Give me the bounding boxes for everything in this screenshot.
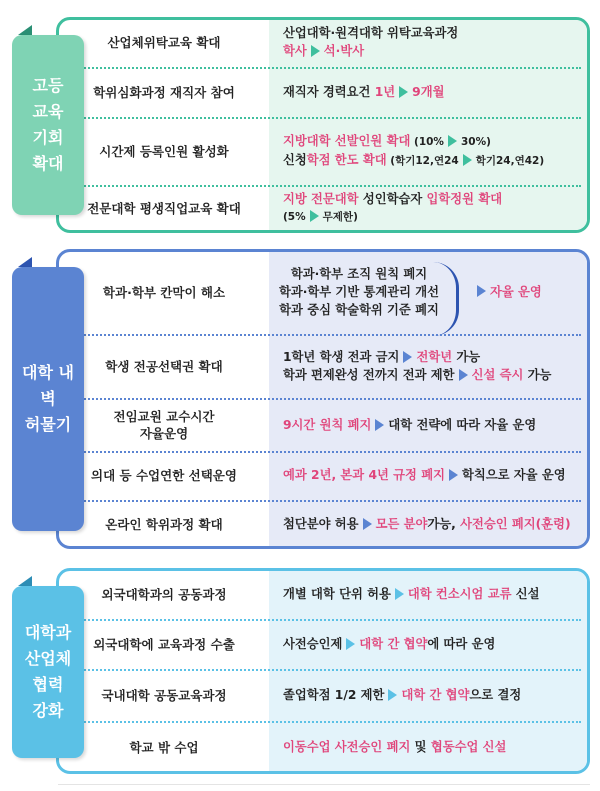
text: 및 — [410, 740, 431, 754]
text: 에 따라 운영 — [427, 637, 496, 651]
table-row — [59, 502, 587, 546]
label-fold — [18, 25, 32, 35]
text: (학기12,연24 — [386, 155, 459, 167]
text: 예과 2년, 본과 4년 규정 폐지 — [283, 468, 445, 482]
arrow-right-icon — [311, 45, 320, 57]
text: 대학 전략에 따라 자율 운영 — [388, 418, 537, 432]
arrow-right-icon — [395, 588, 404, 600]
row-content — [283, 621, 581, 667]
text: 신청 — [283, 153, 307, 167]
row-content — [283, 723, 581, 771]
section-box — [56, 249, 590, 549]
bracket-curve — [433, 262, 459, 336]
text: 지방 전문대학 — [283, 192, 359, 206]
text: 전학년 — [416, 350, 453, 364]
arrow-right-icon — [346, 638, 355, 650]
section-box — [56, 17, 590, 233]
text: 모든 분야 — [375, 517, 428, 531]
text: 자율 운영 — [490, 285, 542, 299]
row-title: 학교 밖 수업 — [129, 739, 199, 755]
text: 개별 대학 단위 허용 — [283, 587, 391, 601]
section-industry-cooperation — [12, 568, 590, 774]
text: 신설 — [511, 587, 540, 601]
text: (5% — [283, 211, 306, 223]
table-row — [59, 20, 587, 64]
text: 30%) — [460, 136, 491, 148]
text: 지방대학 선발인원 확대 — [283, 134, 411, 148]
text: 무제한) — [322, 211, 358, 223]
table-row — [59, 621, 587, 667]
arrow-right-icon — [375, 419, 384, 431]
row-title: 시간제 등록인원 활성화 — [99, 143, 229, 159]
arrow-right-icon — [477, 285, 486, 297]
row-content — [283, 502, 581, 546]
text: 이동수업 사전승인 폐지 — [283, 740, 411, 754]
text: 졸업학점 1/2 제한 — [283, 688, 385, 702]
section-box — [56, 568, 590, 774]
text: 가능 — [523, 368, 552, 382]
text: 산업대학·원격대학 위탁교육과정 — [283, 26, 459, 40]
table-row — [59, 118, 587, 184]
text: 9개월 — [412, 85, 445, 99]
arrow-right-icon — [403, 351, 412, 363]
table-row — [59, 452, 587, 498]
text: 석·박사 — [323, 44, 365, 58]
text: 1년 — [374, 85, 396, 99]
text: 입학정원 확대 — [426, 192, 503, 206]
text: 학기24,연42) — [475, 155, 545, 167]
row-content — [283, 671, 581, 719]
row-title: 학과·학부 칸막이 해소 — [102, 284, 226, 300]
arrow-right-icon — [310, 210, 319, 222]
arrow-right-icon — [363, 518, 372, 530]
row-title: 학생 전공선택권 확대 — [105, 358, 223, 374]
text: 대학 간 협약 — [401, 688, 470, 702]
text: 재직자 경력요건 — [283, 85, 375, 99]
text: 1학년 학생 전과 금지 — [283, 350, 400, 364]
table-row — [59, 68, 587, 116]
table-row — [59, 571, 587, 617]
text: 협동수업 신설 — [430, 740, 507, 754]
text: 학과 편제완성 전까지 전과 제한 — [283, 368, 455, 382]
row-content — [283, 68, 581, 116]
text: 학과·학부 기반 통계관리 개선 — [278, 285, 440, 299]
table-row — [59, 400, 587, 450]
row-content — [283, 336, 581, 396]
row-content — [283, 118, 581, 184]
section-label: 고등 교육 기회 확대 — [12, 35, 84, 215]
row-content — [283, 20, 581, 64]
text: 신설 즉시 — [471, 368, 524, 382]
arrow-right-icon — [463, 154, 472, 166]
row-title: 외국대학에 교육과정 수출 — [93, 636, 235, 652]
row-title: 산업체위탁교육 확대 — [107, 34, 221, 50]
text: 9시간 원칙 폐지 — [283, 418, 372, 432]
text: 대학 컨소시엄 교류 — [407, 587, 512, 601]
section-university-walls — [12, 249, 590, 549]
table-row — [59, 186, 587, 230]
row-title: 학위심화과정 재직자 참여 — [93, 84, 235, 100]
text: 학과·학부 조직 원칙 폐지 — [290, 267, 428, 281]
text: 학칙으로 자율 운영 — [461, 468, 566, 482]
row-content — [283, 400, 581, 450]
row-content — [283, 186, 581, 230]
text: 학점 한도 확대 — [306, 153, 387, 167]
text: 으로 결정 — [469, 688, 522, 702]
row-title: 국내대학 공동교육과정 — [101, 687, 227, 703]
arrow-right-icon — [388, 689, 397, 701]
text: 가능, — [427, 517, 461, 531]
arrow-right-icon — [399, 86, 408, 98]
text: 성인학습자 — [358, 192, 427, 206]
arrow-right-icon — [449, 469, 458, 481]
row-title: 전문대학 평생직업교육 확대 — [87, 200, 241, 216]
row-content — [273, 252, 581, 332]
section-higher-education — [12, 17, 590, 233]
bottom-rule — [58, 784, 590, 785]
row-content — [283, 452, 581, 498]
table-row — [59, 336, 587, 396]
text: 학사 — [283, 44, 307, 58]
row-title: 온라인 학위과정 확대 — [105, 516, 223, 532]
text: 가능 — [452, 350, 481, 364]
arrow-right-icon — [459, 369, 468, 381]
text: 사전승인제 — [283, 637, 343, 651]
table-row — [59, 671, 587, 719]
row-title: 의대 등 수업연한 선택운영 — [91, 467, 237, 483]
text: 첨단분야 허용 — [283, 517, 359, 531]
row-title: 전임교원 교수시간 자율운영 — [113, 409, 215, 441]
text: 대학 간 협약 — [359, 637, 428, 651]
label-fold — [18, 576, 32, 586]
row-content — [283, 571, 581, 617]
table-row — [59, 252, 587, 332]
table-row — [59, 723, 587, 771]
text: 학과 중심 학술학위 기준 폐지 — [279, 303, 439, 317]
section-label: 대학과 산업체 협력 강화 — [12, 586, 84, 758]
text: 사전승인 폐지(훈령) — [460, 517, 571, 531]
label-fold — [18, 257, 32, 267]
arrow-right-icon — [448, 135, 457, 147]
row-title: 외국대학과의 공동과정 — [101, 586, 227, 602]
section-label: 대학 내 벽 허물기 — [12, 267, 84, 531]
text: (10% — [410, 136, 444, 148]
